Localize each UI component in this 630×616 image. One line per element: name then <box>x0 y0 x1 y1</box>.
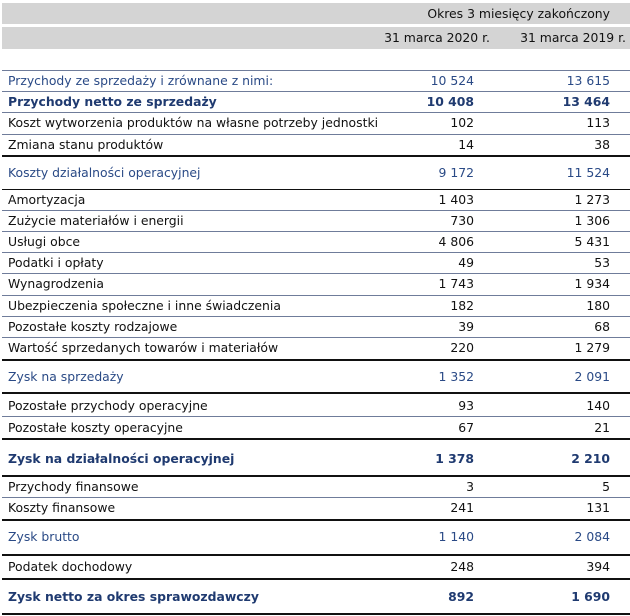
row-value-2020: 220 <box>450 340 474 355</box>
row-value-2019: 5 <box>602 479 610 494</box>
row-label: Zysk brutto <box>8 529 80 544</box>
row-label: Wartość sprzedanych towarów i materiałów <box>8 340 279 355</box>
row-value-2020: 892 <box>448 589 474 604</box>
section-divider <box>2 613 630 615</box>
row-value-2019: 113 <box>586 115 610 130</box>
row-label: Koszt wytworzenia produktów na własne potrzeby jednostki <box>8 115 379 130</box>
row-separator <box>2 316 630 317</box>
row-value-2020: 4 806 <box>438 234 474 249</box>
row-separator <box>2 70 630 71</box>
row-label: Pozostałe koszty operacyjne <box>8 420 183 435</box>
row-separator <box>2 112 630 113</box>
section-divider <box>2 359 630 361</box>
header-columns-band <box>2 27 630 49</box>
row-value-2019: 38 <box>594 137 610 152</box>
row-value-2019: 68 <box>594 319 610 334</box>
row-value-2019: 13 615 <box>566 73 610 88</box>
row-label: Przychody netto ze sprzedaży <box>8 94 217 109</box>
row-value-2019: 1 273 <box>574 192 610 207</box>
row-separator <box>2 497 630 498</box>
section-divider <box>2 554 630 556</box>
row-value-2020: 3 <box>466 479 474 494</box>
header-column-2019: 31 marca 2019 r. <box>520 30 626 45</box>
row-value-2019: 13 464 <box>562 94 610 109</box>
header-column-2020: 31 marca 2020 r. <box>384 30 490 45</box>
row-label: Pozostałe koszty rodzajowe <box>8 319 178 334</box>
header-period-label: Okres 3 miesięcy zakończony <box>427 6 610 21</box>
row-separator <box>2 416 630 417</box>
row-label: Usługi obce <box>8 234 81 249</box>
row-separator <box>2 231 630 232</box>
row-value-2020: 248 <box>450 559 474 574</box>
row-label: Amortyzacja <box>8 192 86 207</box>
row-label: Koszty finansowe <box>8 500 116 515</box>
row-value-2019: 1 306 <box>574 213 610 228</box>
row-value-2020: 39 <box>458 319 474 334</box>
row-label: Koszty działalności operacyjnej <box>8 165 201 180</box>
row-value-2019: 2 091 <box>574 369 610 384</box>
row-value-2019: 2 084 <box>574 529 610 544</box>
row-value-2020: 1 403 <box>438 192 474 207</box>
row-separator <box>2 273 630 274</box>
row-value-2019: 1 690 <box>571 589 610 604</box>
section-divider <box>2 475 630 477</box>
row-value-2020: 182 <box>450 298 474 313</box>
section-divider <box>2 189 630 190</box>
row-label: Zysk na działalności operacyjnej <box>8 451 235 466</box>
row-separator <box>2 295 630 296</box>
row-value-2019: 1 279 <box>574 340 610 355</box>
row-value-2019: 2 210 <box>571 451 610 466</box>
row-separator <box>2 252 630 253</box>
row-label: Zysk netto za okres sprawozdawczy <box>8 589 259 604</box>
row-value-2020: 9 172 <box>438 165 474 180</box>
row-value-2020: 67 <box>458 420 474 435</box>
row-label: Podatki i opłaty <box>8 255 104 270</box>
header-period-band <box>2 3 630 24</box>
row-value-2019: 53 <box>594 255 610 270</box>
row-separator <box>2 337 630 338</box>
row-label: Przychody finansowe <box>8 479 139 494</box>
row-value-2019: 140 <box>586 398 610 413</box>
row-value-2019: 5 431 <box>574 234 610 249</box>
row-value-2020: 10 408 <box>426 94 474 109</box>
row-label: Zysk na sprzedaży <box>8 369 124 384</box>
section-divider <box>2 392 630 394</box>
section-divider <box>2 438 630 440</box>
row-value-2020: 1 352 <box>438 369 474 384</box>
row-label: Pozostałe przychody operacyjne <box>8 398 208 413</box>
row-value-2019: 21 <box>594 420 610 435</box>
section-divider <box>2 578 630 580</box>
row-label: Zmiana stanu produktów <box>8 137 164 152</box>
row-value-2020: 10 524 <box>430 73 474 88</box>
row-separator <box>2 91 630 92</box>
row-value-2019: 1 934 <box>574 276 610 291</box>
row-label: Ubezpieczenia społeczne i inne świadczenia <box>8 298 281 313</box>
row-value-2020: 14 <box>458 137 474 152</box>
row-value-2020: 730 <box>450 213 474 228</box>
row-separator <box>2 210 630 211</box>
row-value-2019: 131 <box>586 500 610 515</box>
row-label: Podatek dochodowy <box>8 559 133 574</box>
row-label: Przychody ze sprzedaży i zrównane z nimi: <box>8 73 274 88</box>
row-label: Wynagrodzenia <box>8 276 104 291</box>
row-value-2020: 102 <box>450 115 474 130</box>
row-value-2020: 1 140 <box>438 529 474 544</box>
row-value-2019: 180 <box>586 298 610 313</box>
row-label: Zużycie materiałów i energii <box>8 213 184 228</box>
row-value-2020: 1 378 <box>435 451 474 466</box>
row-value-2020: 49 <box>458 255 474 270</box>
row-value-2020: 241 <box>450 500 474 515</box>
row-separator <box>2 134 630 135</box>
section-divider <box>2 519 630 521</box>
row-value-2019: 394 <box>586 559 610 574</box>
section-divider <box>2 155 630 157</box>
row-value-2019: 11 524 <box>566 165 610 180</box>
row-value-2020: 1 743 <box>438 276 474 291</box>
row-value-2020: 93 <box>458 398 474 413</box>
